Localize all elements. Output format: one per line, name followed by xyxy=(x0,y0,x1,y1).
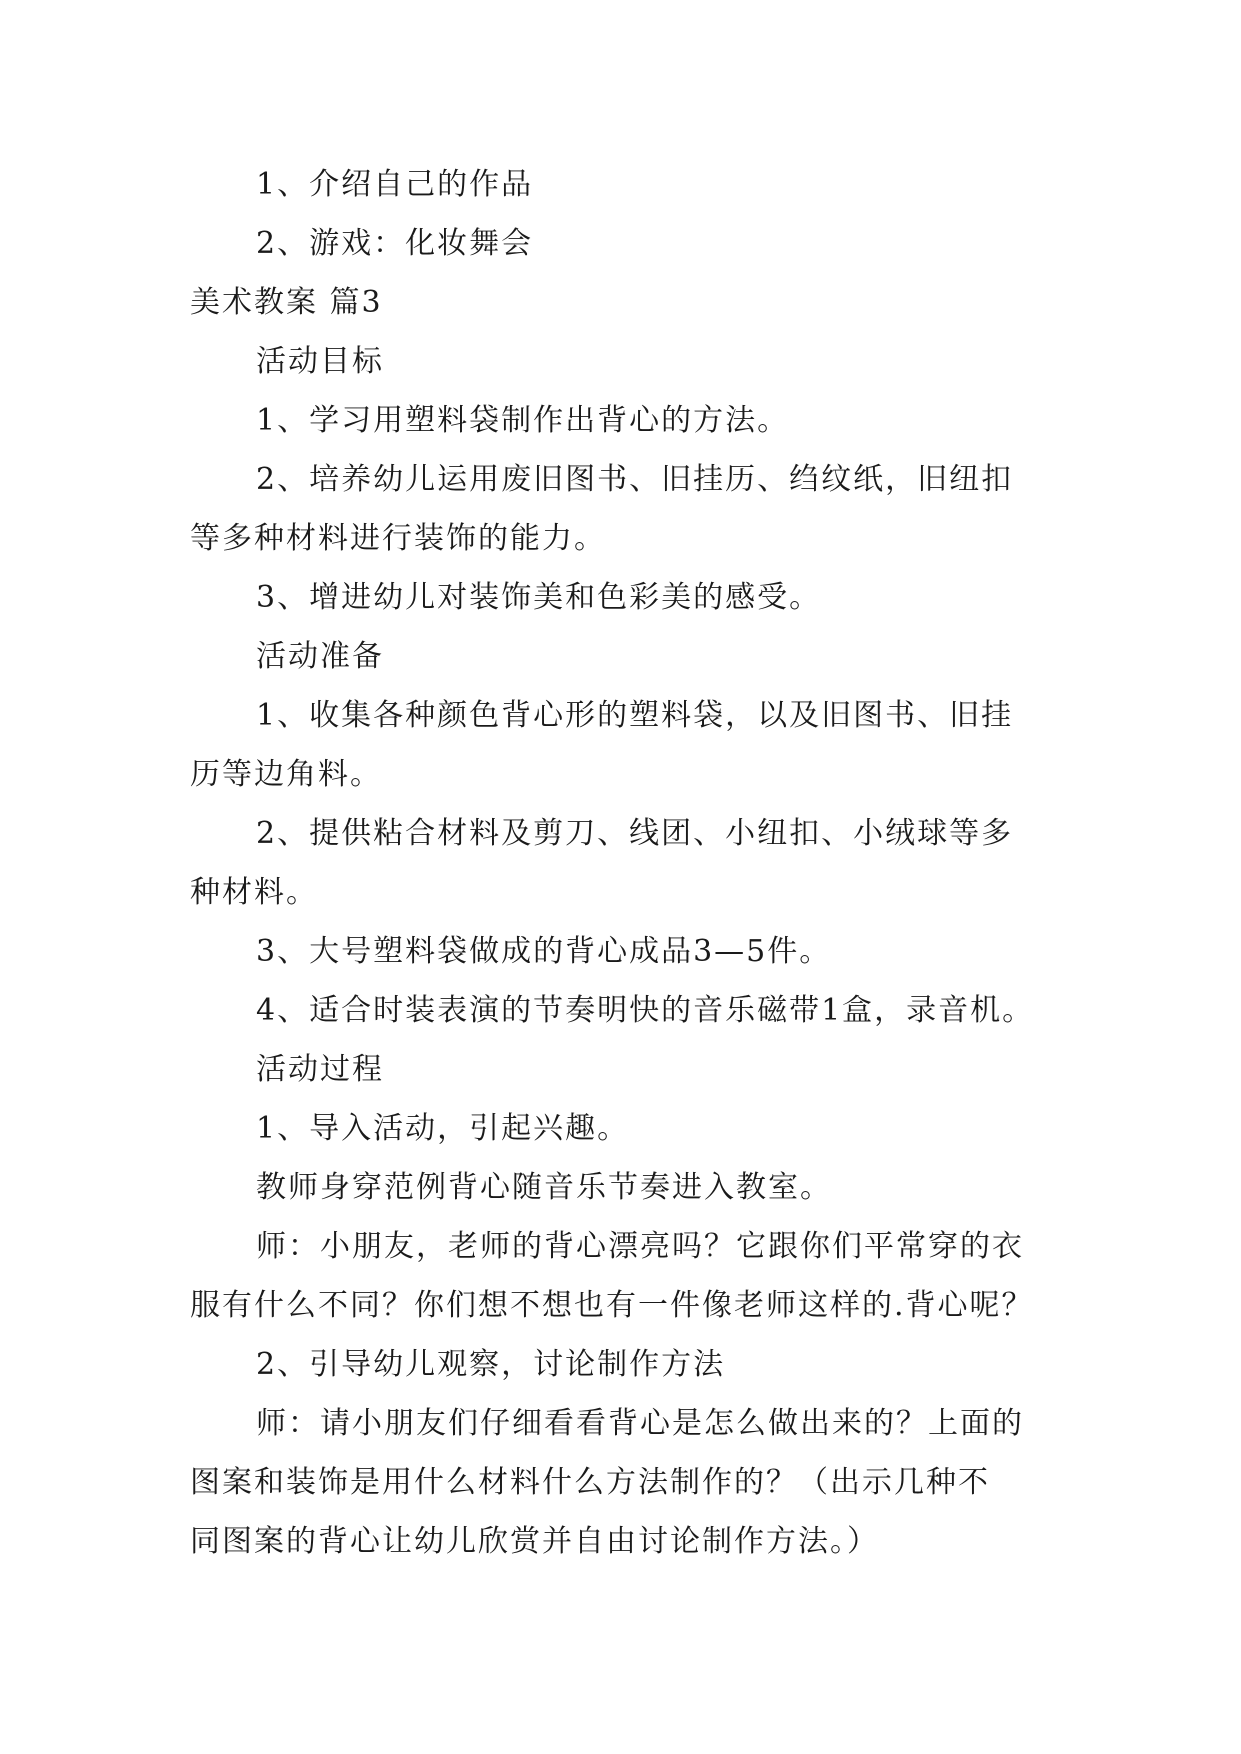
goal-item-3: 3、增进幼儿对装饰美和色彩美的感受。 xyxy=(256,580,822,615)
teacher-dialogue-1-continued: 服有什么不同？你们想不想也有一件像老师这样的.背心呢？ xyxy=(190,1288,1034,1323)
process-step-1: 1、导入活动，引起兴趣。 xyxy=(256,1111,630,1146)
teacher-dialogue-2: 师：请小朋友们仔细看看背心是怎么做出来的？上面的 xyxy=(256,1406,1024,1441)
teacher-dialogue-2-continued: 图案和装饰是用什么材料什么方法制作的？（出示几种不 xyxy=(190,1465,990,1500)
preparation-item-1-continued: 历等边角料。 xyxy=(190,757,382,792)
process-step-1-detail: 教师身穿范例背心随音乐节奏进入教室。 xyxy=(256,1170,832,1205)
preparation-item-1: 1、收集各种颜色背心形的塑料袋，以及旧图书、旧挂 xyxy=(256,698,1014,733)
paragraph-intro-work: 1、介绍自己的作品 xyxy=(256,167,534,202)
teacher-dialogue-2-end: 同图案的背心让幼儿欣赏并自由讨论制作方法。） xyxy=(190,1524,879,1559)
goal-item-1: 1、学习用塑料袋制作出背心的方法。 xyxy=(256,403,790,438)
preparation-item-2: 2、提供粘合材料及剪刀、线团、小纽扣、小绒球等多 xyxy=(256,816,1014,851)
heading-activity-process: 活动过程 xyxy=(256,1052,384,1087)
teacher-dialogue-1: 师：小朋友，老师的背心漂亮吗？它跟你们平常穿的衣 xyxy=(256,1229,1024,1264)
preparation-item-4: 4、适合时装表演的节奏明快的音乐磁带1盒，录音机。 xyxy=(256,993,1035,1028)
section-heading: 美术教案 篇3 xyxy=(190,285,383,320)
heading-activity-preparation: 活动准备 xyxy=(256,639,384,674)
process-step-2: 2、引导幼儿观察，讨论制作方法 xyxy=(256,1347,726,1382)
paragraph-game: 2、游戏：化妆舞会 xyxy=(256,226,534,261)
goal-item-2: 2、培养幼儿运用废旧图书、旧挂历、绉纹纸，旧纽扣 xyxy=(256,462,1014,497)
goal-item-2-continued: 等多种材料进行装饰的能力。 xyxy=(190,521,606,556)
preparation-item-3: 3、大号塑料袋做成的背心成品3—5件。 xyxy=(256,934,832,969)
preparation-item-2-continued: 种材料。 xyxy=(190,875,318,910)
heading-activity-goals: 活动目标 xyxy=(256,344,384,379)
